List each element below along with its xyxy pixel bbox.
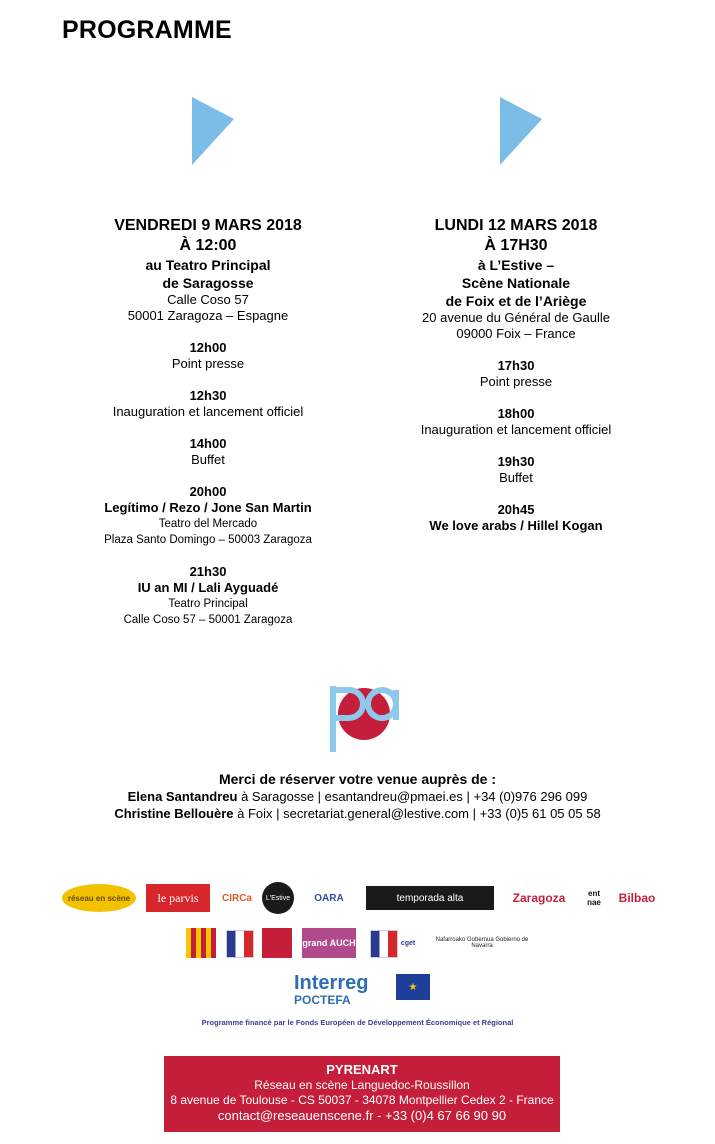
item-time: 18h00 [497,406,535,421]
show-title: Legítimo / Rezo / Jone San Martin [104,500,312,515]
show-title: We love arabs / Hillel Kogan [429,518,603,533]
item-label: Buffet [499,470,533,485]
item-label: Inauguration et lancement officiel [112,404,304,419]
item-time: 14h00 [189,436,227,451]
show-time: 21h30 [189,564,227,579]
program-foix [366,216,666,534]
venue-line: au Teatro Principal [145,257,271,273]
interreg-logo [294,972,388,1008]
navarra-logo: Nafarroako Gobernua Gobierno de Navarra [435,937,529,949]
interreg-text: Interreg [294,972,369,994]
show-place: Teatro del Mercado [158,518,258,530]
address-line: Calle Coso 57 [167,292,249,307]
circa-logo: CIRCa [221,892,252,904]
lestive-logo: L'Estive [262,882,294,914]
reservation-heading: Merci de réserver votre venue auprès de : [218,771,497,787]
show-place: Teatro Principal [168,598,248,610]
item-label: Inauguration et lancement officiel [420,422,612,437]
show-title: IU an MI / Lali Ayguadé [137,580,279,595]
temporada-alta-logo: temporada alta [366,886,494,910]
oara-logo: OARA [314,892,344,904]
time-heading: À 12:00 [179,237,237,254]
item-label: Point presse [171,356,245,371]
triangle-right-icon [496,97,546,167]
item-label: Buffet [191,452,225,467]
bilbao-logo: Bilbao [618,891,656,905]
address-line: 09000 Foix – France [456,326,576,341]
eu-flag-icon: ★ [396,974,430,1000]
page-title: PROGRAMME [62,16,232,44]
contact-foix [0,805,715,822]
entrenae-logo: ent nae [587,889,601,907]
contact-name: Christine Bellouère [114,806,234,821]
address-line: 50001 Zaragoza – Espagne [127,308,289,323]
occitanie-region-logo [262,928,292,958]
footer-title: PYRENART [326,1062,398,1077]
venue-line: de Saragosse [162,275,254,291]
item-time: 12h30 [189,388,227,403]
show-address: Plaza Santo Domingo – 50003 Zaragoza [104,534,312,546]
date-heading: VENDREDI 9 MARS 2018 [114,217,302,234]
venue-line: de Foix et de l’Ariège [445,293,587,309]
footer-box [164,1056,560,1132]
contact-name: Elena Santandreu [127,789,238,804]
contact-details[interactable]: à Saragosse | esantandreu@pmaei.es | +34 (0)976 296 099 [237,789,588,804]
show-time: 20h45 [497,502,535,517]
le-parvis-logo: le parvis [146,884,210,912]
footer-contact[interactable]: contact@reseauenscene.fr - +33 (0)4 67 66 90 90 [217,1108,507,1123]
program-zaragoza [58,216,358,628]
time-heading: À 17H30 [484,237,548,254]
grand-auch-logo: grand AUCH [302,928,356,958]
contact-details[interactable]: à Foix | secretariat.general@lestive.com | +33 (0)5 61 05 05 58 [233,806,601,821]
contact-zaragoza [0,788,715,805]
cget-logo: cget [400,939,416,947]
item-time: 19h30 [497,454,535,469]
reseau-en-scene-logo: réseau en scène [62,884,136,912]
pa-logo-icon [326,680,400,754]
item-time: 12h00 [189,340,227,355]
date-heading: LUNDI 12 MARS 2018 [434,217,598,234]
show-address: Calle Coso 57 – 50001 Zaragoza [123,614,293,626]
footer-address: 8 avenue de Toulouse - CS 50037 - 34078 Montpellier Cedex 2 - France [170,1093,554,1107]
show-time: 20h00 [189,484,227,499]
poctefa-text: POCTEFA [294,993,351,1007]
item-time: 17h30 [497,358,535,373]
reservation-block [0,770,715,822]
footer-subtitle: Réseau en scène Languedoc-Roussillon [254,1078,470,1092]
triangle-left-icon [188,97,238,167]
venue-line: à L’Estive – [477,257,555,273]
address-line: 20 avenue du Général de Gaulle [422,310,610,325]
prefet-logo [226,930,254,958]
venue-line: Scène Nationale [461,275,571,291]
funding-caption: Programme financé par le Fonds Européen de Développement Économique et Régional [201,1018,514,1027]
item-label: Point presse [479,374,553,389]
prefet-occitanie-logo [370,930,398,958]
occitanie-flag-logo [186,928,216,958]
zaragoza-logo: Zaragoza [512,891,566,905]
